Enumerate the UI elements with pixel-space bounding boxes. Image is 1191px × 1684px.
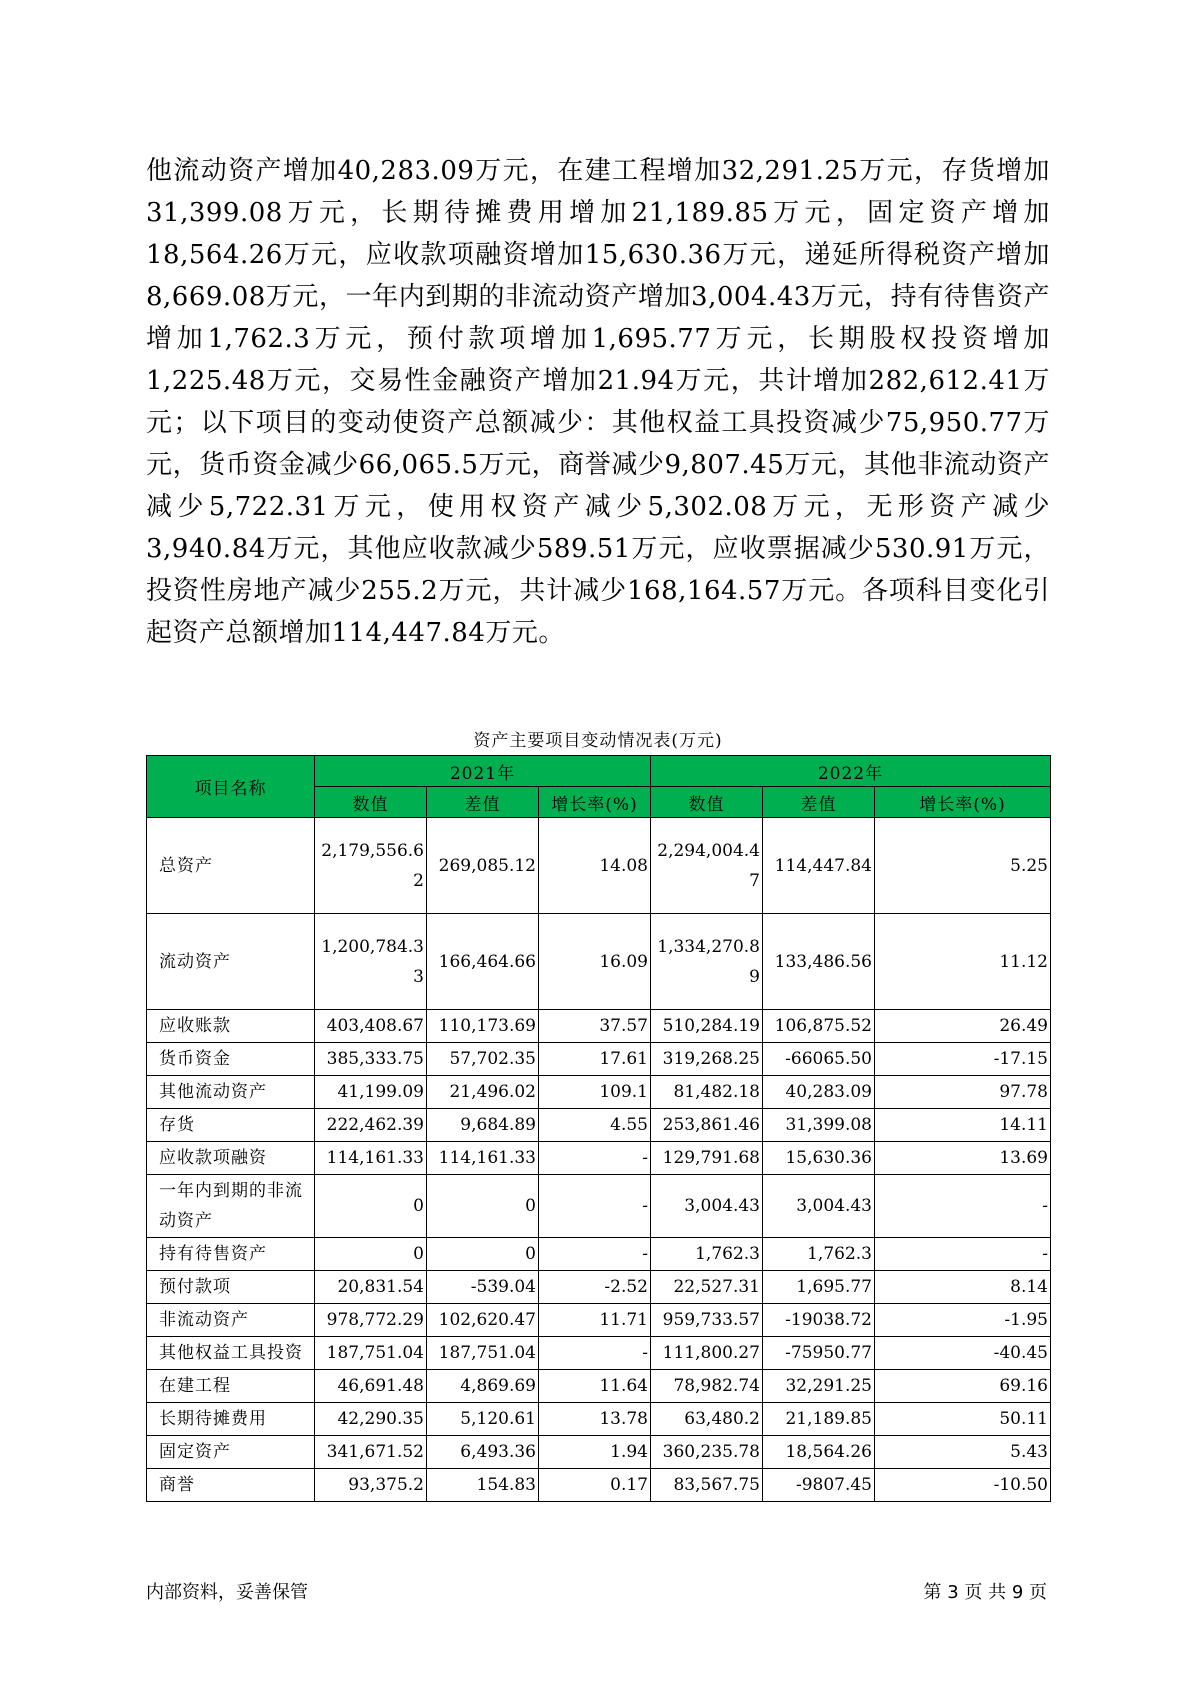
cell-value-2021: 41,199.09 (315, 1076, 427, 1109)
row-item-name: 其他权益工具投资 (147, 1337, 315, 1370)
table-row (147, 1238, 1051, 1271)
cell-rate-2022: 97.78 (875, 1076, 1051, 1109)
cell-value-2021: 385,333.75 (315, 1043, 427, 1076)
table-row (147, 1175, 1051, 1238)
cell-rate-2021: 0.17 (539, 1469, 651, 1502)
table-row (147, 1469, 1051, 1502)
table-row (147, 1076, 1051, 1109)
cell-rate-2022: 5.43 (875, 1436, 1051, 1469)
table-row (147, 1403, 1051, 1436)
table-row (147, 1142, 1051, 1175)
row-item-name: 存货 (147, 1109, 315, 1142)
cell-value-2021: 0 (315, 1175, 427, 1238)
cell-diff-2022: -9807.45 (763, 1469, 875, 1502)
cell-value-2022: 319,268.25 (651, 1043, 763, 1076)
cell-value-2022: 253,861.46 (651, 1109, 763, 1142)
cell-rate-2022: 13.69 (875, 1142, 1051, 1175)
cell-diff-2022: 15,630.36 (763, 1142, 875, 1175)
cell-value-2021: 341,671.52 (315, 1436, 427, 1469)
row-item-name: 固定资产 (147, 1436, 315, 1469)
cell-rate-2022: -17.15 (875, 1043, 1051, 1076)
cell-value-2022: 129,791.68 (651, 1142, 763, 1175)
cell-value-2022: 63,480.2 (651, 1403, 763, 1436)
cell-value-2021: 93,375.2 (315, 1469, 427, 1502)
cell-value-2022: 111,800.27 (651, 1337, 763, 1370)
cell-diff-2021: 5,120.61 (427, 1403, 539, 1436)
cell-diff-2022: 21,189.85 (763, 1403, 875, 1436)
cell-rate-2021: - (539, 1238, 651, 1271)
cell-diff-2021: 57,702.35 (427, 1043, 539, 1076)
cell-rate-2021: - (539, 1175, 651, 1238)
cell-rate-2021: - (539, 1142, 651, 1175)
cell-diff-2021: 0 (427, 1175, 539, 1238)
table-row (147, 1010, 1051, 1043)
cell-rate-2022: - (875, 1238, 1051, 1271)
cell-value-2021: 0 (315, 1238, 427, 1271)
cell-diff-2021: 102,620.47 (427, 1304, 539, 1337)
cell-value-2022: 78,982.74 (651, 1370, 763, 1403)
cell-rate-2021: 11.71 (539, 1304, 651, 1337)
cell-rate-2022: 26.49 (875, 1010, 1051, 1043)
table-row (147, 818, 1051, 914)
cell-value-2021: 978,772.29 (315, 1304, 427, 1337)
cell-diff-2021: 6,493.36 (427, 1436, 539, 1469)
row-item-name: 应收款项融资 (147, 1142, 315, 1175)
cell-rate-2022: -10.50 (875, 1469, 1051, 1502)
row-item-name: 预付款项 (147, 1271, 315, 1304)
cell-diff-2022: 133,486.56 (763, 914, 875, 1010)
header-diff-2022: 差值 (763, 787, 875, 818)
cell-rate-2021: 13.78 (539, 1403, 651, 1436)
table-row (147, 914, 1051, 1010)
cell-diff-2021: 114,161.33 (427, 1142, 539, 1175)
cell-diff-2021: 110,173.69 (427, 1010, 539, 1043)
header-item-name: 项目名称 (147, 756, 315, 818)
cell-rate-2022: 5.25 (875, 818, 1051, 914)
cell-diff-2022: -66065.50 (763, 1043, 875, 1076)
asset-change-table (146, 755, 1051, 1502)
header-year-2022: 2022年 (651, 756, 1051, 787)
header-diff-2021: 差值 (427, 787, 539, 818)
row-item-name: 长期待摊费用 (147, 1403, 315, 1436)
row-item-name: 流动资产 (147, 914, 315, 1010)
cell-rate-2021: 109.1 (539, 1076, 651, 1109)
table-row (147, 1370, 1051, 1403)
cell-rate-2021: -2.52 (539, 1271, 651, 1304)
cell-value-2022: 3,004.43 (651, 1175, 763, 1238)
cell-diff-2021: 154.83 (427, 1469, 539, 1502)
row-item-name: 货币资金 (147, 1043, 315, 1076)
row-item-name: 一年内到期的非流动资产 (147, 1175, 315, 1238)
cell-diff-2022: 31,399.08 (763, 1109, 875, 1142)
cell-value-2022: 22,527.31 (651, 1271, 763, 1304)
cell-value-2021: 114,161.33 (315, 1142, 427, 1175)
cell-diff-2021: 269,085.12 (427, 818, 539, 914)
cell-diff-2021: 9,684.89 (427, 1109, 539, 1142)
cell-value-2022: 1,334,270.89 (651, 914, 763, 1010)
cell-value-2022: 83,567.75 (651, 1469, 763, 1502)
table-row (147, 1271, 1051, 1304)
cell-value-2021: 2,179,556.62 (315, 818, 427, 914)
cell-value-2021: 403,408.67 (315, 1010, 427, 1043)
cell-diff-2022: 106,875.52 (763, 1010, 875, 1043)
cell-rate-2021: 16.09 (539, 914, 651, 1010)
header-value-2022: 数值 (651, 787, 763, 818)
cell-value-2021: 20,831.54 (315, 1271, 427, 1304)
row-item-name: 持有待售资产 (147, 1238, 315, 1271)
cell-rate-2021: 37.57 (539, 1010, 651, 1043)
cell-rate-2022: 8.14 (875, 1271, 1051, 1304)
cell-value-2022: 959,733.57 (651, 1304, 763, 1337)
row-item-name: 在建工程 (147, 1370, 315, 1403)
cell-diff-2022: 1,695.77 (763, 1271, 875, 1304)
table-row (147, 1109, 1051, 1142)
cell-rate-2022: 69.16 (875, 1370, 1051, 1403)
cell-rate-2022: - (875, 1175, 1051, 1238)
cell-diff-2021: 166,464.66 (427, 914, 539, 1010)
row-item-name: 商誉 (147, 1469, 315, 1502)
cell-rate-2021: 11.64 (539, 1370, 651, 1403)
header-year-2021: 2021年 (315, 756, 651, 787)
row-item-name: 非流动资产 (147, 1304, 315, 1337)
cell-rate-2021: 17.61 (539, 1043, 651, 1076)
table-row (147, 1436, 1051, 1469)
cell-diff-2022: -75950.77 (763, 1337, 875, 1370)
header-rate-2022: 增长率(%) (875, 787, 1051, 818)
table-caption: 资产主要项目变动情况表(万元) (473, 731, 723, 751)
cell-value-2022: 2,294,004.47 (651, 818, 763, 914)
cell-rate-2021: - (539, 1337, 651, 1370)
row-item-name: 应收账款 (147, 1010, 315, 1043)
cell-value-2022: 1,762.3 (651, 1238, 763, 1271)
cell-rate-2022: 11.12 (875, 914, 1051, 1010)
cell-value-2022: 81,482.18 (651, 1076, 763, 1109)
table-row (147, 1337, 1051, 1370)
cell-rate-2021: 4.55 (539, 1109, 651, 1142)
cell-diff-2022: 40,283.09 (763, 1076, 875, 1109)
cell-diff-2022: -19038.72 (763, 1304, 875, 1337)
footer-confidential-note: 内部资料，妥善保管 (146, 1582, 308, 1603)
table-row (147, 1304, 1051, 1337)
cell-value-2021: 187,751.04 (315, 1337, 427, 1370)
cell-diff-2022: 32,291.25 (763, 1370, 875, 1403)
cell-diff-2021: 187,751.04 (427, 1337, 539, 1370)
cell-diff-2021: 21,496.02 (427, 1076, 539, 1109)
table-row (147, 1043, 1051, 1076)
header-rate-2021: 增长率(%) (539, 787, 651, 818)
header-value-2021: 数值 (315, 787, 427, 818)
cell-diff-2021: 0 (427, 1238, 539, 1271)
cell-diff-2022: 18,564.26 (763, 1436, 875, 1469)
cell-value-2021: 222,462.39 (315, 1109, 427, 1142)
cell-diff-2021: 4,869.69 (427, 1370, 539, 1403)
cell-diff-2021: -539.04 (427, 1271, 539, 1304)
cell-rate-2021: 14.08 (539, 818, 651, 914)
cell-rate-2022: -40.45 (875, 1337, 1051, 1370)
cell-diff-2022: 114,447.84 (763, 818, 875, 914)
cell-rate-2022: -1.95 (875, 1304, 1051, 1337)
footer-page-number: 第 3 页 共 9 页 (923, 1582, 1047, 1603)
row-item-name: 总资产 (147, 818, 315, 914)
cell-rate-2021: 1.94 (539, 1436, 651, 1469)
cell-value-2021: 42,290.35 (315, 1403, 427, 1436)
row-item-name: 其他流动资产 (147, 1076, 315, 1109)
cell-diff-2022: 3,004.43 (763, 1175, 875, 1238)
cell-value-2022: 510,284.19 (651, 1010, 763, 1043)
cell-value-2021: 1,200,784.33 (315, 914, 427, 1010)
cell-value-2022: 360,235.78 (651, 1436, 763, 1469)
cell-rate-2022: 14.11 (875, 1109, 1051, 1142)
cell-diff-2022: 1,762.3 (763, 1238, 875, 1271)
cell-rate-2022: 50.11 (875, 1403, 1051, 1436)
cell-value-2021: 46,691.48 (315, 1370, 427, 1403)
body-paragraph: 他流动资产增加40,283.09万元，在建工程增加32,291.25万元，存货增加31,399.08万元，长期待摊费用增加21,189.85万元，固定资产增加18,564.26万元，应收款项融资增加15,630.36万元，递延所得税资产增加8,669.08万元，一年内到期的非流动资产增加3,004.43万元，持有待售资产增加1,762.3万元，预付款项增加1,695.77万元，长期股权投资增加1,225.48万元，交易性金融资产增加21.94万元，共计增加282,612.41万元；以下项目的变动使资产总额减少：其他权益工具投资减少75,950.77万元，货币资金减少66,065.5万元，商誉减少9,807.45万元，其他非流动资产减少5,722.31万元，使用权资产减少5,302.08万元，无形资产减少3,940.84万元，其他应收款减少589.51万元，应收票据减少530.91万元，投资性房地产减少255.2万元，共计减少168,164.57万元。各项科目变化引起资产总额增加114,447.84万元。 (146, 156, 1050, 648)
